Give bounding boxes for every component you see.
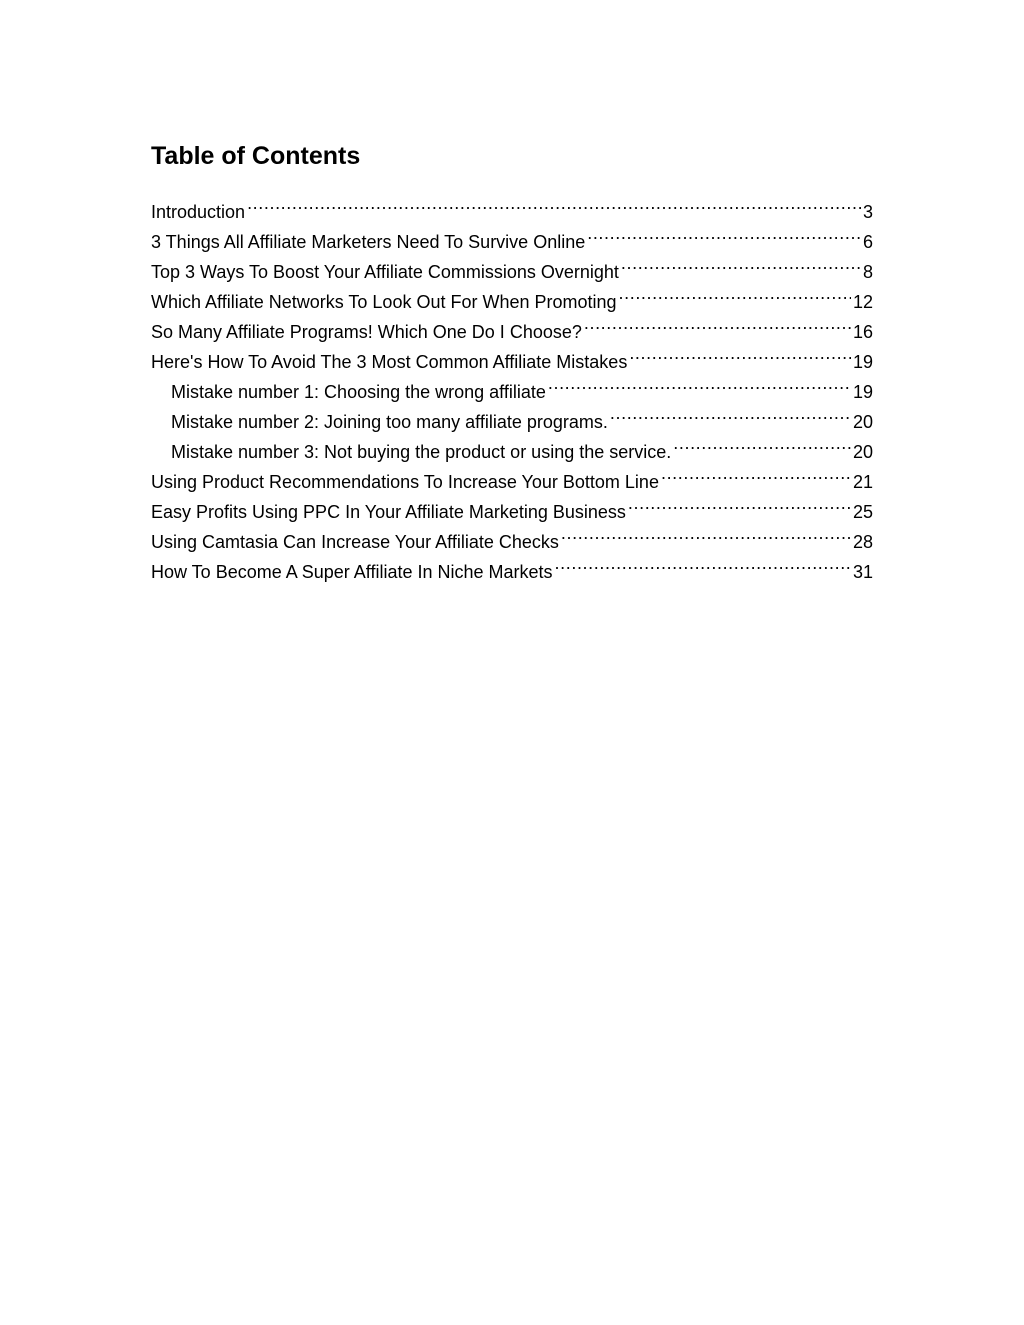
toc-heading: Table of Contents <box>151 142 361 170</box>
toc-dot-leader <box>555 548 851 578</box>
toc-entry-title: Here's How To Avoid The 3 Most Common Affiliate Mistakes <box>151 352 628 372</box>
toc-entry-page-number: 19 <box>852 352 873 372</box>
toc-entry-page-number: 25 <box>852 502 873 522</box>
toc-entry-page-number: 6 <box>862 232 873 252</box>
toc-dot-leader <box>587 218 861 248</box>
toc-entry-page-number: 3 <box>862 202 873 222</box>
toc-entry-title: Mistake number 1: Choosing the wrong affiliate <box>171 382 546 402</box>
toc-entry-page-number: 31 <box>852 562 873 582</box>
toc-dot-leader <box>621 248 861 278</box>
toc-dot-leader <box>561 518 851 548</box>
toc-dot-leader <box>610 398 851 428</box>
toc-entry-page-number: 21 <box>852 472 873 492</box>
toc-entry-page-number: 19 <box>852 382 873 402</box>
toc-entry-title: So Many Affiliate Programs! Which One Do I Choose? <box>151 322 582 342</box>
toc-entry[interactable] <box>151 188 873 222</box>
toc-entry-page-number: 8 <box>862 262 873 282</box>
toc-dot-leader <box>673 428 851 458</box>
toc-entry-page-number: 28 <box>852 532 873 552</box>
toc-entry-title: Mistake number 3: Not buying the product or using the service. <box>171 442 672 462</box>
toc-entry-title: How To Become A Super Affiliate In Niche Markets <box>151 562 553 582</box>
toc-entry-title: Which Affiliate Networks To Look Out For When Promoting <box>151 292 617 312</box>
toc-dot-leader <box>629 338 851 368</box>
toc-dot-leader <box>661 458 851 488</box>
toc-entry-title: Mistake number 2: Joining too many affiliate programs. <box>171 412 608 432</box>
toc-dot-leader <box>247 188 861 218</box>
toc-entry-title: Using Product Recommendations To Increase Your Bottom Line <box>151 472 659 492</box>
table-of-contents <box>151 140 873 582</box>
toc-entry-title: Introduction <box>151 202 246 222</box>
toc-entry-title: Using Camtasia Can Increase Your Affiliate Checks <box>151 532 559 552</box>
toc-entry-list <box>151 188 873 582</box>
toc-dot-leader <box>628 488 851 518</box>
toc-dot-leader <box>584 308 851 338</box>
toc-dot-leader <box>619 278 851 308</box>
toc-entry-page-number: 16 <box>852 322 873 342</box>
toc-entry-page-number: 20 <box>852 442 873 462</box>
toc-entry-title: 3 Things All Affiliate Marketers Need To Survive Online <box>151 232 586 252</box>
toc-entry-page-number: 20 <box>852 412 873 432</box>
toc-entry[interactable] <box>151 218 873 252</box>
toc-entry-title: Easy Profits Using PPC In Your Affiliate Marketing Business <box>151 502 626 522</box>
toc-entry-page-number: 12 <box>852 292 873 312</box>
toc-entry-title: Top 3 Ways To Boost Your Affiliate Commissions Overnight <box>151 262 619 282</box>
toc-dot-leader <box>548 368 851 398</box>
